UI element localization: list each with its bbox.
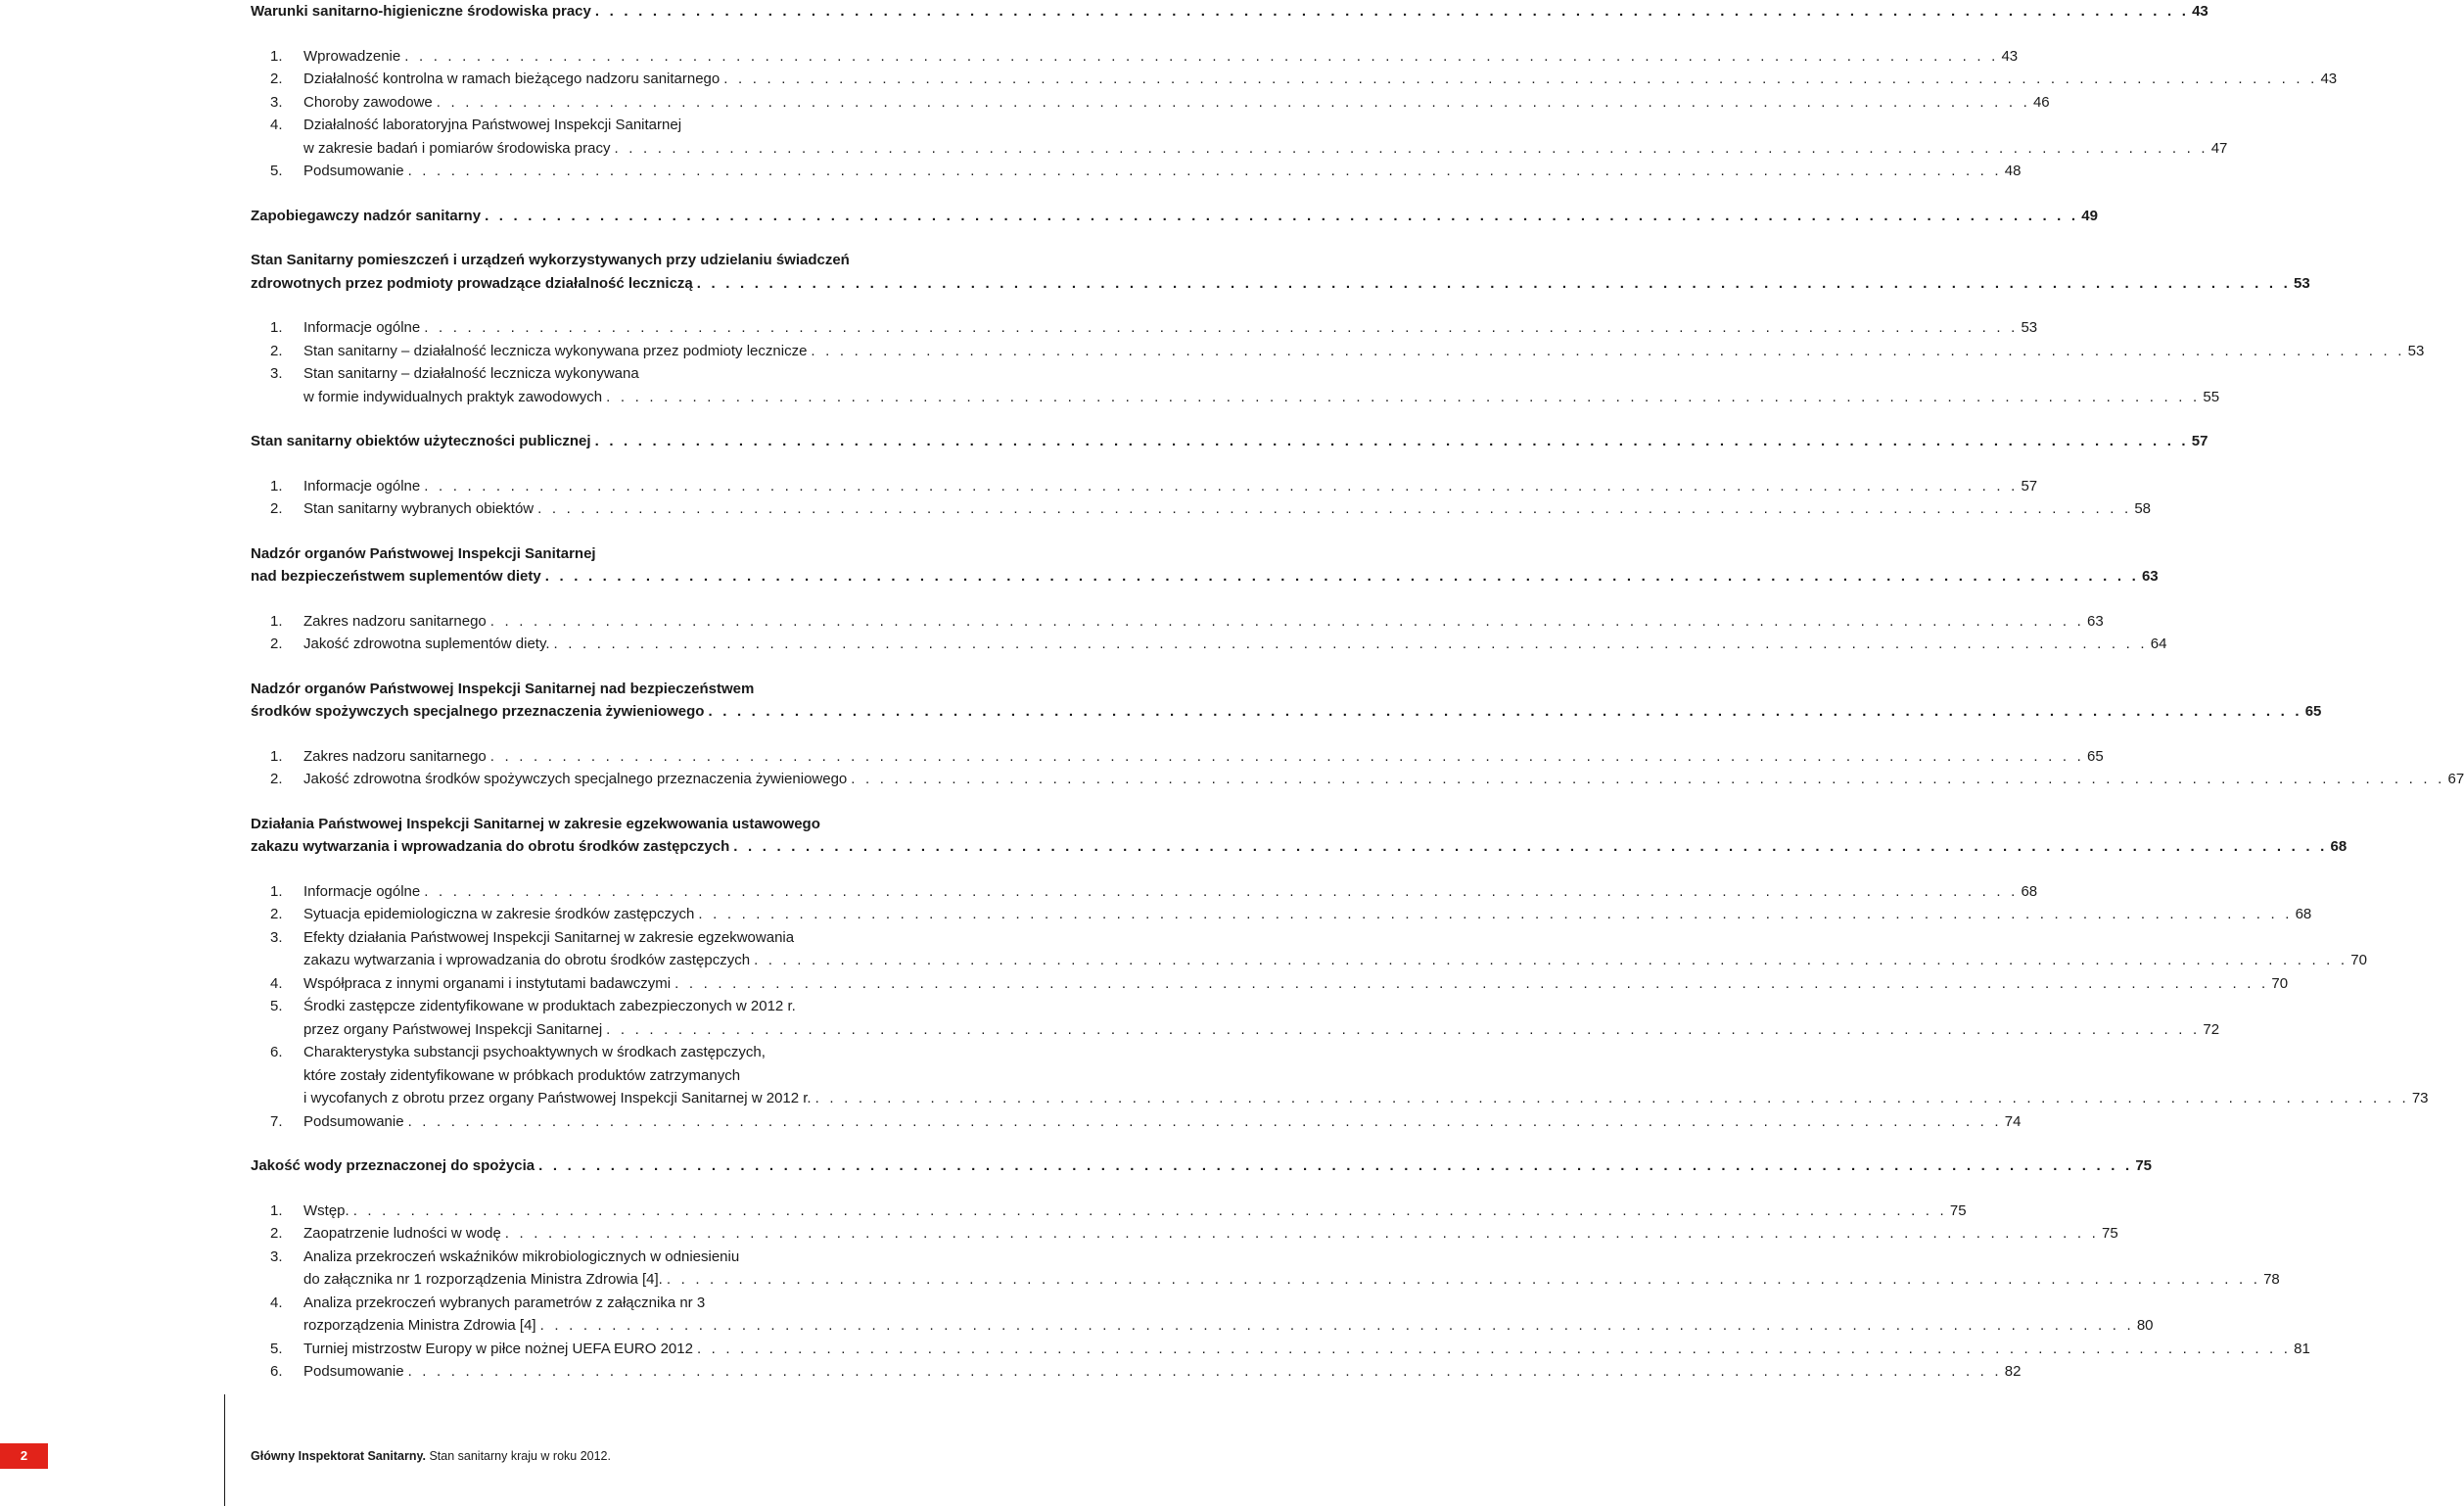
- item-number: 4.: [270, 974, 283, 992]
- footer-caption: [251, 1449, 611, 1463]
- section-items: [251, 880, 2429, 1134]
- page-number: 68: [2330, 838, 2348, 855]
- dot-leader: . . . . . . . . . . . . . . . . . . . . . . . . . . . . . . . . . . . . . . . . . . . . . . . . . . . . . . . . . . . . . . . . . . . . . . . . . . . . . . . . . . . . . . . . . . . . . . . . . . . . . . . . . . . . . . .: [696, 1340, 2292, 1357]
- spacer: [251, 295, 938, 316]
- section-title-line: [251, 700, 2322, 724]
- item-number: 3.: [270, 928, 283, 946]
- dot-leader: . . . . . . . . . . . . . . . . . . . . . . . . . . . . . . . . . . . . . . . . . . . . . . . . . . . . . . . . . . . . . . . . . . . . . . . . . . . . . . . . . . . . . . . . . . . . . . . . . . . . . . . . . . . . . . .: [666, 1271, 2261, 1288]
- section-items: [251, 610, 2167, 656]
- spacer: [251, 656, 938, 678]
- section-heading[interactable]: [251, 1154, 2152, 1178]
- entry-text: Warunki sanitarno-higieniczne środowiska pracy: [251, 3, 591, 20]
- dot-leader: . . . . . . . . . . . . . . . . . . . . . . . . . . . . . . . . . . . . . . . . . . . . . . . . . . . . . . . . . . . . . . . . . . . . . . . . . . . . . . . . . . . . . . . . . . . . . . . . . . . . . . . . . . . . . . .: [407, 1112, 2002, 1130]
- item-number: 1.: [270, 882, 283, 900]
- spacer: [251, 1178, 938, 1200]
- item-line: [303, 497, 2152, 521]
- entry-text: Współpraca z innymi organami i instytutami badawczymi: [303, 974, 672, 992]
- entry-text: Charakterystyka substancji psychoaktywnych w środkach zastępczych,: [303, 1044, 766, 1060]
- page-number: 70: [2271, 974, 2289, 992]
- page-number: 70: [2350, 952, 2367, 968]
- entry-text: i wycofanych z obrotu przez organy Państwowej Inspekcji Sanitarnej w 2012 r.: [303, 1090, 812, 1106]
- page-number: 67: [2447, 771, 2464, 787]
- item-line: [303, 475, 2038, 498]
- item-body: [303, 45, 2019, 69]
- toc-item[interactable]: [251, 1292, 2154, 1338]
- item-number: 2.: [270, 342, 283, 359]
- toc-section: [251, 678, 2464, 813]
- item-number: 4.: [270, 117, 283, 133]
- item-line: [303, 1041, 938, 1064]
- item-body: [303, 362, 2220, 408]
- item-body: [303, 160, 2022, 183]
- item-body: [303, 610, 2104, 634]
- item-number: 1.: [270, 47, 283, 65]
- entry-text: Podsumowanie: [303, 1363, 404, 1380]
- dot-leader: . . . . . . . . . . . . . . . . . . . . . . . . . . . . . . . . . . . . . . . . . . . . . . . . . . . . . . . . . . . . . . . . . . . . . . . . . . . . . . . . . . . . . . . . . . . . . . . . . . . . . . . . . . . . . . .: [723, 71, 2318, 87]
- page-number: 65: [2087, 747, 2104, 765]
- toc-item[interactable]: [251, 1360, 2022, 1384]
- page-number: 53: [2021, 319, 2038, 336]
- item-line: [303, 880, 2038, 904]
- toc-section: [251, 542, 2167, 678]
- toc-item[interactable]: [251, 1110, 2022, 1134]
- entry-text: nad bezpieczeństwem suplementów diety: [251, 568, 541, 585]
- dot-leader: . . . . . . . . . . . . . . . . . . . . . . . . . . . . . . . . . . . . . . . . . . . . . . . . . . . . . . . . . . . . . . . . . . . . . . . . . . . . . . . . . . . . . . . . . . . . . . . . . . . . . . . . . . . . . . .: [407, 163, 2002, 179]
- item-number: 1.: [270, 477, 283, 494]
- toc-item[interactable]: [251, 926, 2367, 972]
- toc-item[interactable]: [251, 995, 2220, 1041]
- table-of-contents: [251, 0, 2464, 1384]
- item-body: [303, 316, 2038, 340]
- page-number: 55: [2203, 388, 2220, 405]
- dot-leader: . . . . . . . . . . . . . . . . . . . . . . . . . . . . . . . . . . . . . . . . . . . . . . . . . . . . . . . . . . . . . . . . . . . . . . . . . . . . . . . . . . . . . . . . . . . . . . . . . . . . . . . . . . . . . . .: [606, 1020, 2201, 1038]
- section-title-line: [251, 1154, 2152, 1178]
- spacer: [251, 859, 938, 880]
- section-items: [251, 1200, 2310, 1384]
- page-number: 43: [2001, 47, 2019, 65]
- page-number: 74: [2004, 1112, 2022, 1130]
- toc-item[interactable]: [251, 45, 2019, 69]
- item-body: [303, 972, 2289, 996]
- section-heading[interactable]: [251, 205, 2098, 228]
- item-number: 6.: [270, 1363, 283, 1380]
- section-heading[interactable]: [251, 249, 2310, 295]
- toc-section: [251, 1154, 2310, 1384]
- item-line: [303, 1222, 2118, 1246]
- toc-item[interactable]: [251, 91, 2050, 115]
- dot-leader: . . . . . . . . . . . . . . . . . . . . . . . . . . . . . . . . . . . . . . . . . . . . . . . . . . . . . . . . . . . . . . . . . . . . . . . . . . . . . . . . . . . . . . . . . . . . . . . . . . . . . . . . . . . . . . .: [696, 274, 2291, 292]
- item-line: [303, 45, 2019, 69]
- entry-text: Analiza przekroczeń wskaźników mikrobiologicznych w odniesieniu: [303, 1247, 740, 1265]
- toc-section: [251, 813, 2429, 1155]
- page-number: 48: [2004, 163, 2022, 179]
- page-number: 64: [2150, 635, 2167, 652]
- page-number: 68: [2295, 906, 2312, 922]
- section-title-line: [251, 249, 938, 272]
- entry-text: Informacje ogólne: [303, 477, 421, 494]
- item-line: [303, 1292, 938, 1315]
- footer-publisher: Główny Inspektorat Sanitarny.: [251, 1449, 426, 1463]
- toc-section: [251, 0, 2338, 205]
- dot-leader: . . . . . . . . . . . . . . . . . . . . . . . . . . . . . . . . . . . . . . . . . . . . . . . . . . . . . . . . . . . . . . . . . . . . . . . . . . . . . . . . . . . . . . . . . . . . . . . . . . . . . . . . . . . . . . .: [424, 319, 2019, 336]
- page-number: 57: [2021, 477, 2038, 494]
- item-body: [303, 880, 2038, 904]
- dot-leader: . . . . . . . . . . . . . . . . . . . . . . . . . . . . . . . . . . . . . . . . . . . . . . . . . . . . . . . . . . . . . . . . . . . . . . . . . . . . . . . . . . . . . . . . . . . . . . . . . . . . . . . . . . . . . . .: [754, 952, 2348, 968]
- page-number: 49: [2081, 207, 2098, 224]
- dot-leader: . . . . . . . . . . . . . . . . . . . . . . . . . . . . . . . . . . . . . . . . . . . . . . . . . . . . . . . . . . . . . . . . . . . . . . . . . . . . . . . . . . . . . . . . . . . . . . . . . . . . . . . . . . . . . . .: [407, 1363, 2002, 1380]
- toc-item[interactable]: [251, 497, 2152, 521]
- dot-leader: . . . . . . . . . . . . . . . . . . . . . . . . . . . . . . . . . . . . . . . . . . . . . . . . . . . . . . . . . . . . . . . . . . . . . . . . . . . . . . . . . . . . . . . . . . . . . . . . . . . . . . . . . . . . . . .: [606, 388, 2201, 405]
- entry-text: Działania Państwowej Inspekcji Sanitarnej w zakresie egzekwowania ustawowego: [251, 815, 820, 832]
- page-number: 75: [1949, 1201, 1967, 1219]
- item-line: [303, 995, 938, 1018]
- item-number: 7.: [270, 1112, 283, 1130]
- item-body: [303, 995, 2220, 1041]
- entry-text: Jakość zdrowotna suplementów diety.: [303, 635, 550, 652]
- entry-text: zdrowotnych przez podmioty prowadzące działalność leczniczą: [251, 274, 693, 292]
- page-number: 78: [2263, 1271, 2280, 1288]
- dot-leader: . . . . . . . . . . . . . . . . . . . . . . . . . . . . . . . . . . . . . . . . . . . . . . . . . . . . . . . . . . . . . . . . . . . . . . . . . . . . . . . . . . . . . . . . . . . . . . . . . . . . . . . . . . . . . . .: [674, 974, 2269, 992]
- item-line: [303, 1360, 2022, 1384]
- entry-text: Działalność kontrolna w ramach bieżącego nadzoru sanitarnego: [303, 71, 721, 87]
- entry-text: Zapobiegawczy nadzór sanitarny: [251, 207, 482, 224]
- toc-item[interactable]: [251, 1200, 1967, 1223]
- item-body: [303, 1222, 2118, 1246]
- toc-section: [251, 430, 2208, 542]
- item-line: [303, 137, 2228, 161]
- page-number-badge: [0, 1443, 48, 1469]
- page-number: 63: [2087, 612, 2104, 630]
- toc-item[interactable]: [251, 972, 2289, 996]
- toc-section: [251, 205, 2098, 250]
- toc-item[interactable]: [251, 1222, 2118, 1246]
- item-line: [303, 926, 938, 950]
- dot-leader: . . . . . . . . . . . . . . . . . . . . . . . . . . . . . . . . . . . . . . . . . . . . . . . . . . . . . . . . . . . . . . . . . . . . . . . . . . . . . . . . . . . . . . . . . . . . . . . . . . . . . . . . . . . . . . .: [708, 703, 2302, 720]
- footer-divider: [224, 1394, 225, 1506]
- page-number: 73: [2411, 1090, 2429, 1106]
- entry-text: Informacje ogólne: [303, 882, 421, 900]
- item-number: 1.: [270, 747, 283, 765]
- spacer: [251, 521, 938, 542]
- dot-leader: . . . . . . . . . . . . . . . . . . . . . . . . . . . . . . . . . . . . . . . . . . . . . . . . . . . . . . . . . . . . . . . . . . . . . . . . . . . . . . . . . . . . . . . . . . . . . . . . . . . . . . . . . . . . . . .: [489, 747, 2084, 765]
- dot-leader: . . . . . . . . . . . . . . . . . . . . . . . . . . . . . . . . . . . . . . . . . . . . . . . . . . . . . . . . . . . . . . . . . . . . . . . . . . . . . . . . . . . . . . . . . . . . . . . . . . . . . . . . . . . . . . .: [537, 500, 2132, 517]
- spacer: [251, 24, 938, 45]
- dot-leader: . . . . . . . . . . . . . . . . . . . . . . . . . . . . . . . . . . . . . . . . . . . . . . . . . . . . . . . . . . . . . . . . . . . . . . . . . . . . . . . . . . . . . . . . . . . . . . . . . . . . . . . . . . . . . . .: [594, 433, 2189, 449]
- dot-leader: . . . . . . . . . . . . . . . . . . . . . . . . . . . . . . . . . . . . . . . . . . . . . . . . . . . . . . . . . . . . . . . . . . . . . . . . . . . . . . . . . . . . . . . . . . . . . . . . . . . . . . . . . . . . . . .: [489, 612, 2084, 630]
- dot-leader: . . . . . . . . . . . . . . . . . . . . . . . . . . . . . . . . . . . . . . . . . . . . . . . . . . . . . . . . . . . . . . . . . . . . . . . . . . . . . . . . . . . . . . . . . . . . . . . . . . . . . . . . . . . . . . .: [594, 3, 2190, 20]
- entry-text: Informacje ogólne: [303, 319, 421, 336]
- entry-text: Jakość zdrowotna środków spożywczych specjalnego przeznaczenia żywieniowego: [303, 771, 848, 787]
- entry-text: Wstęp.: [303, 1201, 349, 1219]
- item-number: 2.: [270, 771, 283, 787]
- toc-item[interactable]: [251, 880, 2038, 904]
- item-number: 1.: [270, 319, 283, 336]
- item-body: [303, 745, 2104, 769]
- item-number: 2.: [270, 500, 283, 517]
- dot-leader: . . . . . . . . . . . . . . . . . . . . . . . . . . . . . . . . . . . . . . . . . . . . . . . . . . . . . . . . . . . . . . . . . . . . . . . . . . . . . . . . . . . . . . . . . . . . . . . . . . . . . . . . . . . . . . .: [539, 1317, 2134, 1334]
- entry-text: Sytuacja epidemiologiczna w zakresie środków zastępczych: [303, 906, 695, 922]
- item-line: [303, 1268, 2280, 1292]
- dot-leader: . . . . . . . . . . . . . . . . . . . . . . . . . . . . . . . . . . . . . . . . . . . . . . . . . . . . . . . . . . . . . . . . . . . . . . . . . . . . . . . . . . . . . . . . . . . . . . . . . . . . . . . . . . . . . . .: [352, 1201, 1947, 1219]
- item-line: [303, 972, 2289, 996]
- page-number: 58: [2134, 500, 2152, 517]
- section-items: [251, 745, 2464, 791]
- entry-text: Wprowadzenie: [303, 47, 401, 65]
- item-line: [303, 903, 2312, 926]
- page-number: 80: [2136, 1317, 2154, 1334]
- section-title-line: [251, 430, 2208, 453]
- section-heading[interactable]: [251, 678, 2322, 724]
- item-line: [303, 610, 2104, 634]
- page-number: 65: [2304, 703, 2322, 720]
- page-number: 43: [2192, 3, 2208, 20]
- page-number: 53: [2293, 274, 2310, 292]
- item-body: [303, 903, 2312, 926]
- item-line: [303, 340, 2425, 363]
- item-line: [303, 1018, 2220, 1042]
- toc-item[interactable]: [251, 768, 2464, 791]
- entry-text: Nadzór organów Państwowej Inspekcji Sanitarnej nad bezpieczeństwem: [251, 680, 755, 697]
- section-title-line: [251, 678, 938, 701]
- spacer: [251, 588, 938, 610]
- entry-text: Efekty działania Państwowej Inspekcji Sanitarnej w zakresie egzekwowania: [303, 928, 795, 946]
- section-heading[interactable]: [251, 0, 2208, 24]
- item-line: [303, 745, 2104, 769]
- item-body: [303, 475, 2038, 498]
- toc-item[interactable]: [251, 903, 2312, 926]
- item-line: [303, 1110, 2022, 1134]
- item-line: [303, 949, 2367, 972]
- page-number: 63: [2141, 568, 2159, 585]
- entry-text: Stan Sanitarny pomieszczeń i urządzeń wykorzystywanych przy udzielaniu świadczeń: [251, 252, 850, 268]
- spacer: [251, 227, 938, 249]
- page-number: 82: [2004, 1363, 2022, 1380]
- toc-item[interactable]: [251, 114, 2228, 160]
- item-number: 4.: [270, 1294, 283, 1311]
- item-line: [303, 316, 2038, 340]
- item-line: [303, 91, 2050, 115]
- item-body: [303, 91, 2050, 115]
- entry-text: zakazu wytwarzania i wprowadzania do obrotu środków zastępczych: [251, 838, 730, 855]
- toc-item[interactable]: [251, 340, 2425, 363]
- item-number: 3.: [270, 365, 283, 382]
- entry-text: Stan sanitarny – działalność lecznicza wykonywana przez podmioty lecznicze: [303, 342, 808, 359]
- section-heading[interactable]: [251, 542, 2159, 588]
- toc-item[interactable]: [251, 1041, 2429, 1110]
- page-number: 57: [2191, 433, 2208, 449]
- item-number: 3.: [270, 1247, 283, 1265]
- entry-text: w zakresie badań i pomiarów środowiska pracy: [303, 139, 611, 157]
- entry-text: Turniej mistrzostw Europy w piłce nożnej UEFA EURO 2012: [303, 1340, 693, 1357]
- entry-text: Stan sanitarny wybranych obiektów: [303, 500, 535, 517]
- spacer: [251, 453, 938, 475]
- section-items: [251, 316, 2425, 408]
- item-body: [303, 497, 2152, 521]
- entry-text: Jakość wody przeznaczonej do spożycia: [251, 1157, 535, 1174]
- spacer: [251, 724, 938, 745]
- page-number: 81: [2294, 1340, 2310, 1357]
- section-title-line: [251, 0, 2208, 24]
- toc-item[interactable]: [251, 362, 2220, 408]
- spacer: [251, 408, 938, 430]
- section-title-line: [251, 565, 2159, 588]
- item-body: [303, 1292, 2154, 1338]
- entry-text: zakazu wytwarzania i wprowadzania do obrotu środków zastępczych: [303, 952, 751, 968]
- item-line: [303, 68, 2338, 91]
- item-body: [303, 633, 2167, 656]
- item-line: [303, 1087, 2429, 1110]
- entry-text: do załącznika nr 1 rozporządzenia Ministra Zdrowia [4].: [303, 1271, 663, 1288]
- item-number: 5.: [270, 998, 283, 1014]
- entry-text: Środki zastępcze zidentyfikowane w produktach zabezpieczonych w 2012 r.: [303, 998, 796, 1014]
- item-body: [303, 926, 2367, 972]
- dot-leader: . . . . . . . . . . . . . . . . . . . . . . . . . . . . . . . . . . . . . . . . . . . . . . . . . . . . . . . . . . . . . . . . . . . . . . . . . . . . . . . . . . . . . . . . . . . . . . . . . . . . . . . . . . . . . . .: [485, 207, 2079, 224]
- toc-item[interactable]: [251, 160, 2022, 183]
- dot-leader: . . . . . . . . . . . . . . . . . . . . . . . . . . . . . . . . . . . . . . . . . . . . . . . . . . . . . . . . . . . . . . . . . . . . . . . . . . . . . . . . . . . . . . . . . . . . . . . . . . . . . . . . . . . . . . .: [424, 882, 2019, 900]
- item-body: [303, 1338, 2310, 1361]
- item-body: [303, 1360, 2022, 1384]
- item-line: [303, 1314, 2154, 1338]
- dot-leader: . . . . . . . . . . . . . . . . . . . . . . . . . . . . . . . . . . . . . . . . . . . . . . . . . . . . . . . . . . . . . . . . . . . . . . . . . . . . . . . . . . . . . . . . . . . . . . . . . . . . . . . . . . . . . . .: [814, 1090, 2409, 1106]
- toc-item[interactable]: [251, 475, 2038, 498]
- toc-item[interactable]: [251, 745, 2104, 769]
- dot-leader: . . . . . . . . . . . . . . . . . . . . . . . . . . . . . . . . . . . . . . . . . . . . . . . . . . . . . . . . . . . . . . . . . . . . . . . . . . . . . . . . . . . . . . . . . . . . . . . . . . . . . . . . . . . . . . .: [851, 771, 2445, 787]
- spacer: [251, 1133, 938, 1154]
- item-line: [303, 633, 2167, 656]
- page-number: 75: [2102, 1225, 2118, 1242]
- entry-text: Stan sanitarny obiektów użyteczności publicznej: [251, 433, 591, 449]
- entry-text: w formie indywidualnych praktyk zawodowych: [303, 388, 603, 405]
- dot-leader: . . . . . . . . . . . . . . . . . . . . . . . . . . . . . . . . . . . . . . . . . . . . . . . . . . . . . . . . . . . . . . . . . . . . . . . . . . . . . . . . . . . . . . . . . . . . . . . . . . . . . . . . . . . . . . .: [733, 838, 2328, 855]
- section-title-line: [251, 835, 2348, 859]
- item-body: [303, 1246, 2280, 1292]
- item-body: [303, 1041, 2429, 1110]
- entry-text: rozporządzenia Ministra Zdrowia [4]: [303, 1317, 536, 1334]
- section-heading[interactable]: [251, 813, 2348, 859]
- item-body: [303, 768, 2464, 791]
- entry-text: Podsumowanie: [303, 163, 404, 179]
- page-number: 75: [2135, 1157, 2152, 1174]
- item-body: [303, 340, 2425, 363]
- item-line: [303, 1200, 1967, 1223]
- item-line: [303, 114, 938, 137]
- item-line: [303, 160, 2022, 183]
- entry-text: Zakres nadzoru sanitarnego: [303, 747, 487, 765]
- item-number: 5.: [270, 1340, 283, 1357]
- item-body: [303, 114, 2228, 160]
- entry-text: przez organy Państwowej Inspekcji Sanitarnej: [303, 1020, 603, 1038]
- item-line: [303, 362, 938, 386]
- dot-leader: . . . . . . . . . . . . . . . . . . . . . . . . . . . . . . . . . . . . . . . . . . . . . . . . . . . . . . . . . . . . . . . . . . . . . . . . . . . . . . . . . . . . . . . . . . . . . . . . . . . . . . . . . . . . . . .: [811, 342, 2405, 359]
- item-line: [303, 1064, 938, 1088]
- spacer: [251, 183, 938, 205]
- item-number: 2.: [270, 906, 283, 922]
- section-title-line: [251, 542, 938, 566]
- section-title-line: [251, 272, 2310, 296]
- section-title-line: [251, 813, 938, 836]
- item-number: 3.: [270, 93, 283, 111]
- toc-item[interactable]: [251, 610, 2104, 634]
- page-number: 47: [2210, 139, 2228, 157]
- section-items: [251, 475, 2152, 521]
- item-number: 5.: [270, 163, 283, 179]
- page-number: 53: [2407, 342, 2425, 359]
- page-number: 72: [2203, 1020, 2220, 1038]
- dot-leader: . . . . . . . . . . . . . . . . . . . . . . . . . . . . . . . . . . . . . . . . . . . . . . . . . . . . . . . . . . . . . . . . . . . . . . . . . . . . . . . . . . . . . . . . . . . . . . . . . . . . . . . . . . . . . . .: [698, 906, 2293, 922]
- item-number: 6.: [270, 1044, 283, 1060]
- entry-text: Zakres nadzoru sanitarnego: [303, 612, 487, 630]
- page-number: 46: [2032, 93, 2050, 111]
- page-number: 43: [2320, 71, 2338, 87]
- entry-text: środków spożywczych specjalnego przeznaczenia żywieniowego: [251, 703, 705, 720]
- item-number: 2.: [270, 635, 283, 652]
- toc-item[interactable]: [251, 1246, 2280, 1292]
- dot-leader: . . . . . . . . . . . . . . . . . . . . . . . . . . . . . . . . . . . . . . . . . . . . . . . . . . . . . . . . . . . . . . . . . . . . . . . . . . . . . . . . . . . . . . . . . . . . . . . . . . . . . . . . . . . . . . .: [404, 47, 1999, 65]
- page-number: 2: [20, 1448, 28, 1463]
- section-heading[interactable]: [251, 430, 2208, 453]
- entry-text: Podsumowanie: [303, 1112, 404, 1130]
- item-line: [303, 386, 2220, 409]
- item-number: 2.: [270, 1225, 283, 1242]
- page-number: 68: [2021, 882, 2038, 900]
- item-body: [303, 1200, 1967, 1223]
- section-items: [251, 45, 2338, 183]
- toc-item[interactable]: [251, 316, 2038, 340]
- dot-leader: . . . . . . . . . . . . . . . . . . . . . . . . . . . . . . . . . . . . . . . . . . . . . . . . . . . . . . . . . . . . . . . . . . . . . . . . . . . . . . . . . . . . . . . . . . . . . . . . . . . . . . . . . . . . . . .: [538, 1157, 2133, 1174]
- entry-text: Nadzór organów Państwowej Inspekcji Sanitarnej: [251, 544, 596, 562]
- entry-text: Choroby zawodowe: [303, 93, 433, 111]
- toc-item[interactable]: [251, 1338, 2310, 1361]
- footer-title: Stan sanitarny kraju w roku 2012.: [429, 1449, 611, 1463]
- item-line: [303, 1246, 938, 1269]
- item-body: [303, 1110, 2022, 1134]
- item-number: 2.: [270, 71, 283, 87]
- entry-text: Zaopatrzenie ludności w wodę: [303, 1225, 501, 1242]
- section-title-line: [251, 205, 2098, 228]
- entry-text: które zostały zidentyfikowane w próbkach produktów zatrzymanych: [303, 1066, 741, 1084]
- dot-leader: . . . . . . . . . . . . . . . . . . . . . . . . . . . . . . . . . . . . . . . . . . . . . . . . . . . . . . . . . . . . . . . . . . . . . . . . . . . . . . . . . . . . . . . . . . . . . . . . . . . . . . . . . . . . . . .: [553, 635, 2148, 652]
- entry-text: Stan sanitarny – działalność lecznicza wykonywana: [303, 365, 639, 382]
- dot-leader: . . . . . . . . . . . . . . . . . . . . . . . . . . . . . . . . . . . . . . . . . . . . . . . . . . . . . . . . . . . . . . . . . . . . . . . . . . . . . . . . . . . . . . . . . . . . . . . . . . . . . . . . . . . . . . .: [504, 1225, 2100, 1242]
- item-number: 1.: [270, 612, 283, 630]
- item-line: [303, 1338, 2310, 1361]
- item-number: 1.: [270, 1201, 283, 1219]
- dot-leader: . . . . . . . . . . . . . . . . . . . . . . . . . . . . . . . . . . . . . . . . . . . . . . . . . . . . . . . . . . . . . . . . . . . . . . . . . . . . . . . . . . . . . . . . . . . . . . . . . . . . . . . . . . . . . . .: [436, 93, 2030, 111]
- entry-text: Analiza przekroczeń wybranych parametrów z załącznika nr 3: [303, 1294, 706, 1311]
- spacer: [251, 791, 938, 813]
- item-line: [303, 768, 2464, 791]
- toc-item[interactable]: [251, 68, 2338, 91]
- toc-section: [251, 249, 2425, 430]
- dot-leader: . . . . . . . . . . . . . . . . . . . . . . . . . . . . . . . . . . . . . . . . . . . . . . . . . . . . . . . . . . . . . . . . . . . . . . . . . . . . . . . . . . . . . . . . . . . . . . . . . . . . . . . . . . . . . . .: [614, 139, 2208, 157]
- dot-leader: . . . . . . . . . . . . . . . . . . . . . . . . . . . . . . . . . . . . . . . . . . . . . . . . . . . . . . . . . . . . . . . . . . . . . . . . . . . . . . . . . . . . . . . . . . . . . . . . . . . . . . . . . . . . . . .: [544, 568, 2139, 585]
- entry-text: Działalność laboratoryjna Państwowej Inspekcji Sanitarnej: [303, 117, 682, 133]
- dot-leader: . . . . . . . . . . . . . . . . . . . . . . . . . . . . . . . . . . . . . . . . . . . . . . . . . . . . . . . . . . . . . . . . . . . . . . . . . . . . . . . . . . . . . . . . . . . . . . . . . . . . . . . . . . . . . . .: [424, 477, 2019, 494]
- toc-item[interactable]: [251, 633, 2167, 656]
- item-body: [303, 68, 2338, 91]
